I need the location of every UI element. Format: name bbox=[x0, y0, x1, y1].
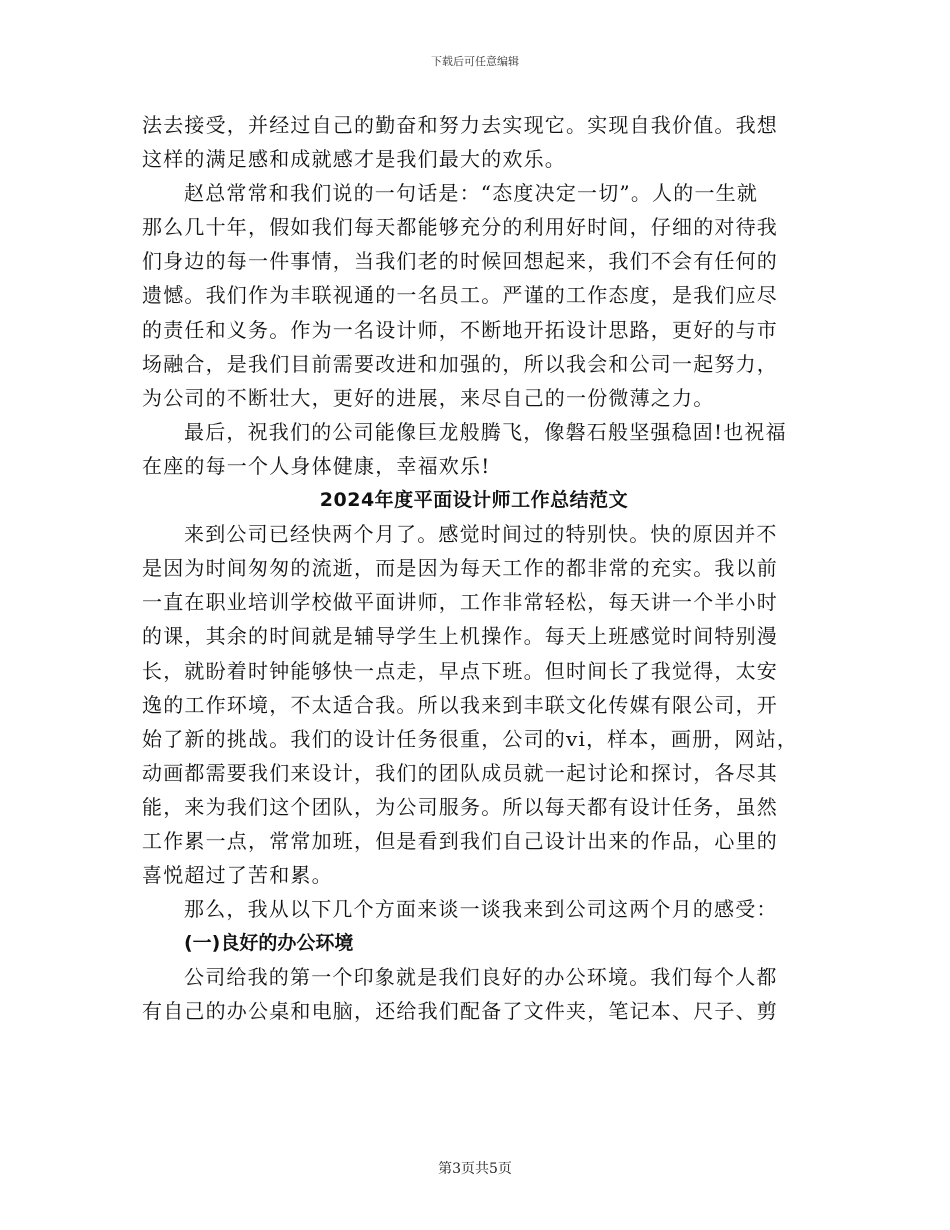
text-line: 工作累一点，常常加班，但是看到我们自己设计出来的作品，心里的 bbox=[142, 828, 778, 853]
paragraph bbox=[142, 415, 806, 483]
paragraph bbox=[142, 892, 806, 926]
section-heading: (一)良好的办公环境 bbox=[184, 932, 354, 955]
text-line: 始了新的挑战。我们的设计任务很重，公司的vi，样本，画册，网站， bbox=[142, 726, 799, 751]
document-title: 2024年度平面设计师工作总结范文 bbox=[319, 489, 629, 512]
text-line: 场融合，是我们目前需要改进和加强的，所以我会和公司一起努力， bbox=[142, 351, 778, 376]
text-line: 们身边的每一件事情，当我们老的时候回想起来，我们不会有任何的 bbox=[142, 249, 778, 274]
page-header: 下载后可任意编辑 bbox=[431, 55, 519, 68]
text-line: 喜悦超过了苦和累。 bbox=[142, 863, 333, 888]
text-line: 公司给我的第一个印象就是我们良好的办公环境。我们每个人都 bbox=[184, 965, 778, 990]
paragraph bbox=[142, 517, 806, 892]
text-line: 最后，祝我们的公司能像巨龙般腾飞，像磐石般坚强稳固!也祝福 bbox=[184, 419, 787, 444]
text-line: 能，来为我们这个团队，为公司服务。所以每天都有设计任务，虽然 bbox=[142, 794, 778, 819]
text-line: 来到公司已经快两个月了。感觉时间过的特别快。快的原因并不 bbox=[184, 522, 778, 547]
text-line: 这样的满足感和成就感才是我们最大的欢乐。 bbox=[142, 147, 566, 172]
text-line: 那么几十年，假如我们每天都能够充分的利用好时间，仔细的对待我 bbox=[142, 215, 778, 240]
paragraph bbox=[142, 176, 806, 415]
paragraph bbox=[142, 960, 806, 1028]
paragraph bbox=[142, 108, 806, 176]
text-line: 法去接受，并经过自己的勤奋和努力去实现它。实现自我价值。我想 bbox=[142, 113, 778, 137]
text-line: 一直在职业培训学校做平面讲师，工作非常轻松，每天讲一个半小时 bbox=[142, 590, 778, 615]
text-line: 的责任和义务。作为一名设计师，不断地开拓设计思路，更好的与市 bbox=[142, 317, 778, 342]
text-line: 那么，我从以下几个方面来谈一谈我来到公司这两个月的感受： bbox=[184, 897, 778, 922]
text-line: 在座的每一个人身体健康，幸福欢乐! bbox=[142, 453, 491, 478]
page-number: 第3页共5页 bbox=[438, 1161, 512, 1177]
text-line: 逸的工作环境，不太适合我。所以我来到丰联文化传媒有限公司，开 bbox=[142, 692, 778, 717]
text-line: 为公司的不断壮大，更好的进展，来尽自己的一份微薄之力。 bbox=[142, 385, 715, 410]
text-line: 赵总常常和我们说的一句话是：“态度决定一切”。人的一生就 bbox=[184, 181, 759, 206]
text-line: 长，就盼着时钟能够快一点走，早点下班。但时间长了我觉得，太安 bbox=[142, 658, 778, 683]
text-line: 是因为时间匆匆的流逝，而是因为每天工作的都非常的充实。我以前 bbox=[142, 556, 778, 581]
text-line: 的课，其余的时间就是辅导学生上机操作。每天上班感觉时间特别漫 bbox=[142, 624, 778, 649]
text-line: 遗憾。我们作为丰联视通的一名员工。严谨的工作态度，是我们应尽 bbox=[142, 283, 778, 308]
text-line: 有自己的办公桌和电脑，还给我们配备了文件夹，笔记本、尺子、剪 bbox=[142, 999, 778, 1024]
text-line: 动画都需要我们来设计，我们的团队成员就一起讨论和探讨，各尽其 bbox=[142, 760, 778, 785]
document-body bbox=[142, 108, 806, 1029]
